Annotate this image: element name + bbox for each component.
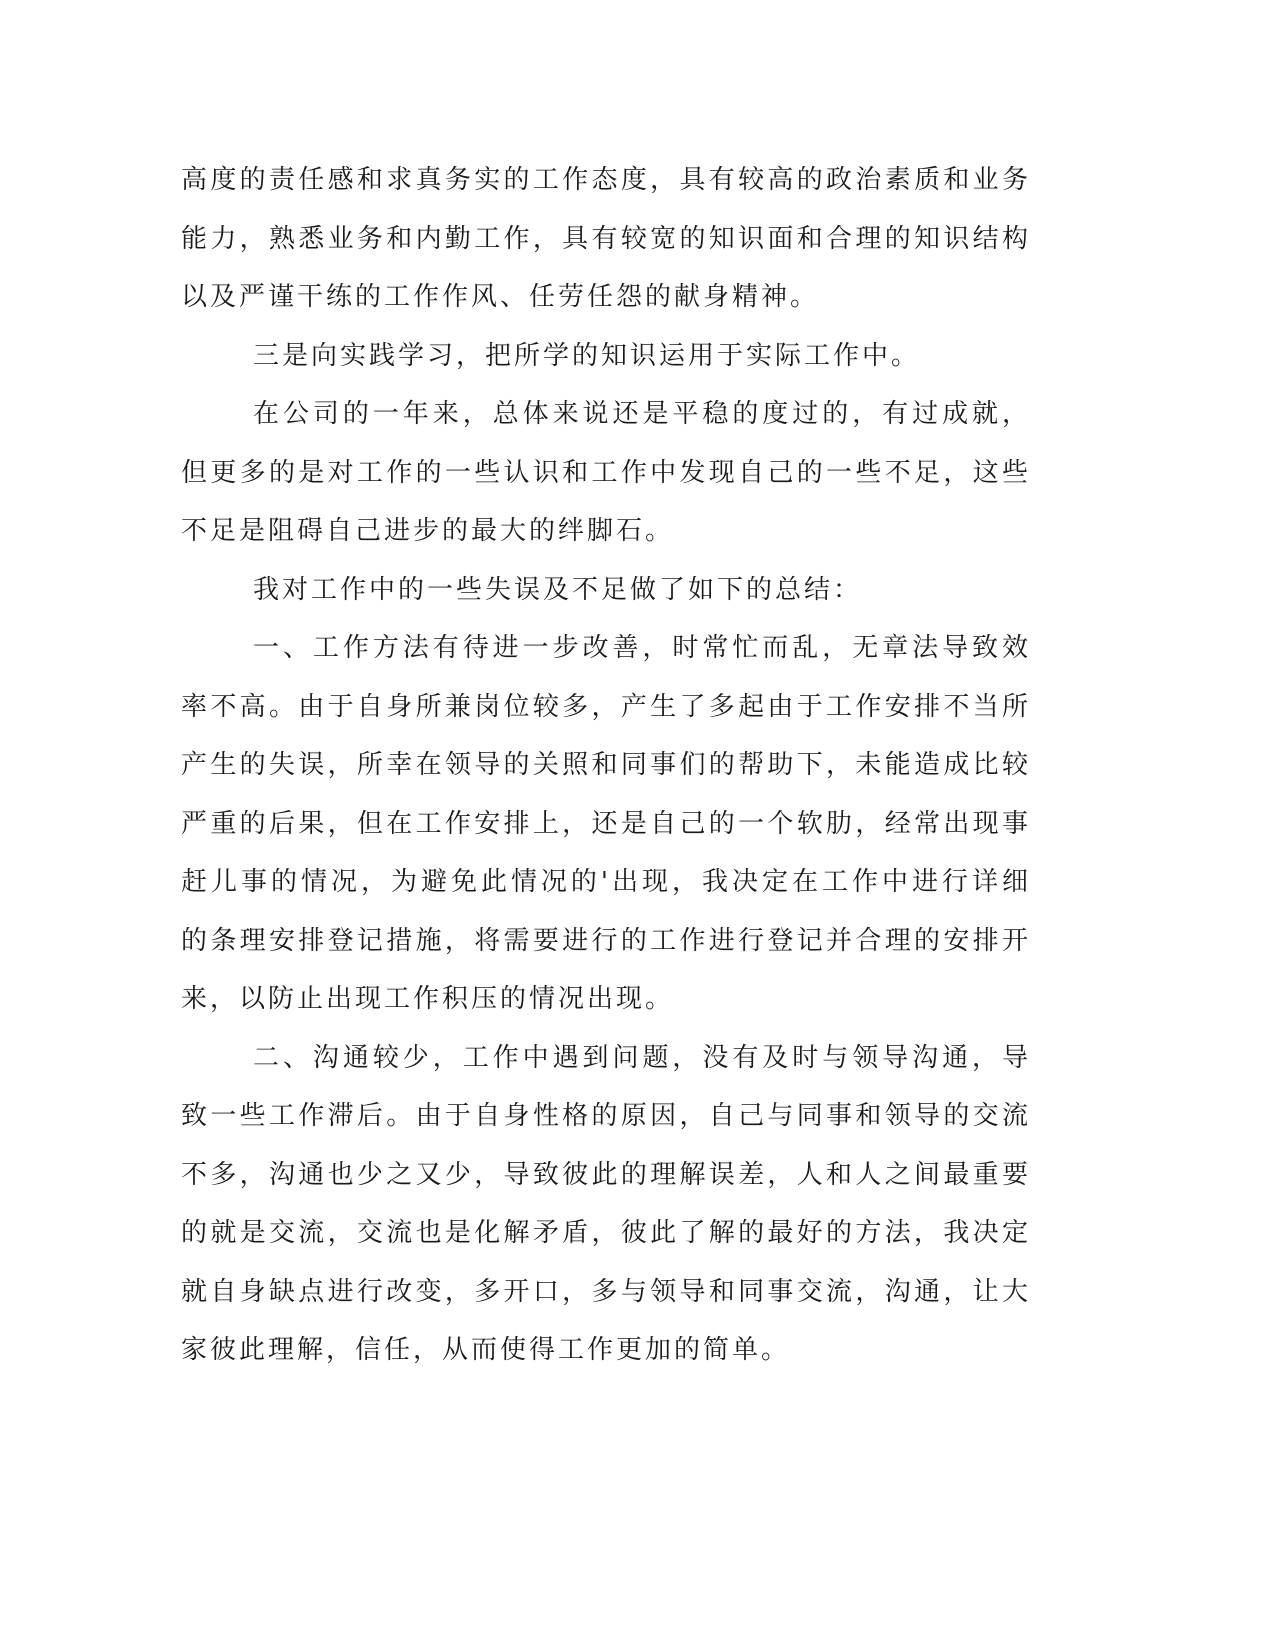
paragraph-continued: 高度的责任感和求真务实的工作态度，具有较高的政治素质和业务能力，熟悉业务和内勤工作，具有较宽的知识面和合理的知识结构以及严谨干练的工作作风、任劳任怨的献身精神。 [181, 165, 1031, 312]
paragraph-year-review: 在公司的一年来，总体来说还是平稳的度过的，有过成就，但更多的是对工作的一些认识和工作中发现自己的一些不足，这些不足是阻碍自己进步的最大的绊脚石。 [181, 399, 1031, 546]
paragraph-point-one: 一、工作方法有待进一步改善，时常忙而乱，无章法导致效率不高。由于自身所兼岗位较多，产生了多起由于工作安排不当所产生的失误，所幸在领导的关照和同事们的帮助下，未能造成比较严重的后果，但在工作安排上，还是自己的一个软肋，经常出现事赶儿事的情况，为避免此情况的'出现，我决定在工作中进行详细的条理安排登记措施，将需要进行的工作进行登记并合理的安排开来，以防止出现工作积压的情况出现。 [181, 633, 1031, 1014]
paragraph-practice-learning: 三是向实践学习，把所学的知识运用于实际工作中。 [253, 340, 921, 371]
paragraph-point-two: 二、沟通较少，工作中遇到问题，没有及时与领导沟通，导致一些工作滞后。由于自身性格的原因，自己与同事和领导的交流不多，沟通也少之又少，导致彼此的理解误差，人和人之间最重要的就是交流，交流也是化解矛盾，彼此了解的最好的方法，我决定就自身缺点进行改变，多开口，多与领导和同事交流，沟通，让大家彼此理解，信任，从而使得工作更加的简单。 [181, 1042, 1031, 1365]
document-body [181, 151, 1031, 1380]
paragraph-summary-intro: 我对工作中的一些失误及不足做了如下的总结： [253, 574, 863, 605]
